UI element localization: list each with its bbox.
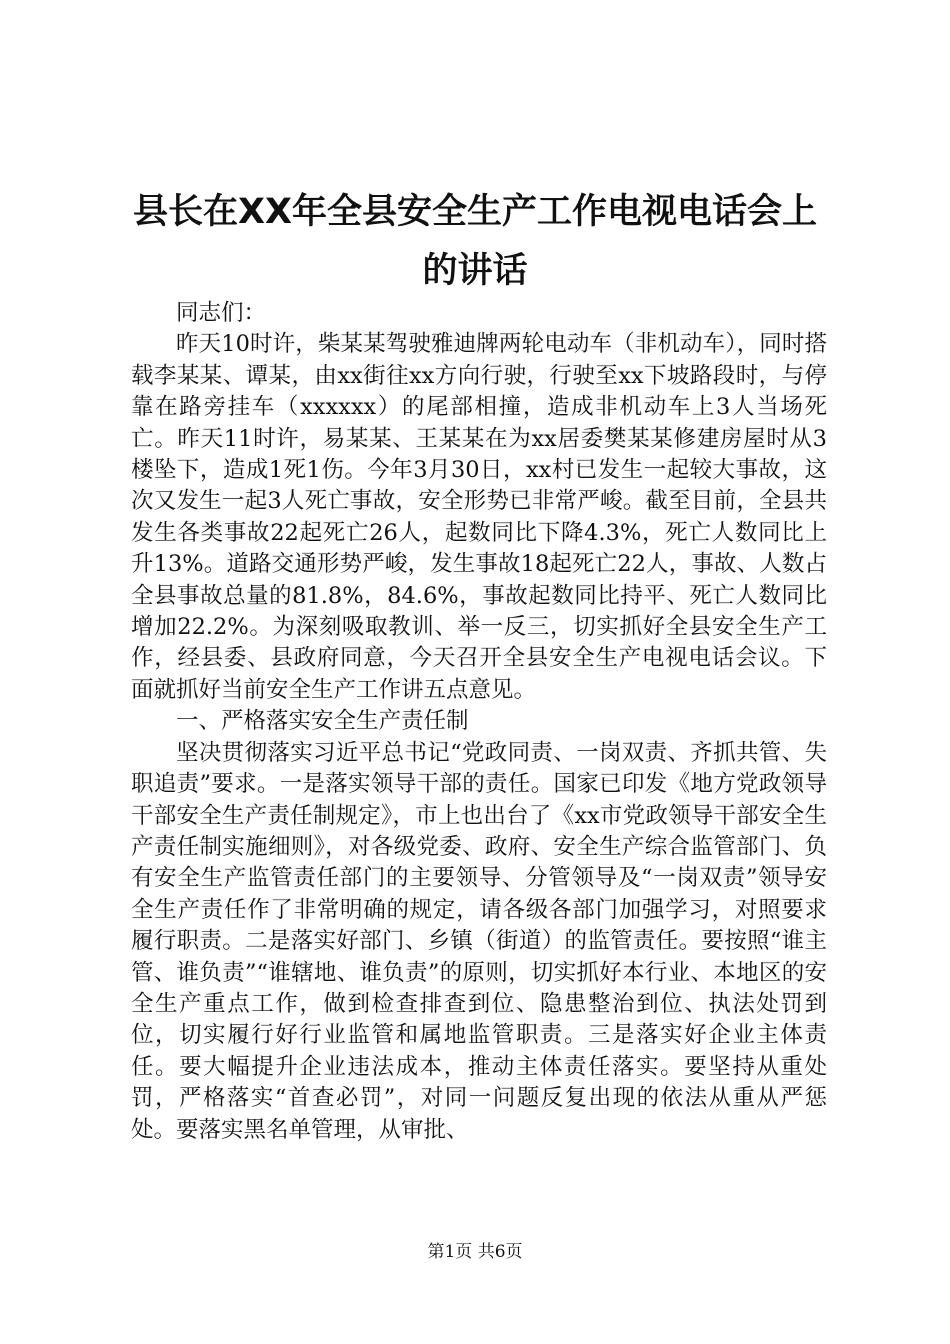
document-title-line-1: 县长在XX年全县安全生产工作电视电话会上 (133, 192, 817, 232)
page-number-footer: 第1页 共6页 (427, 1242, 523, 1262)
salutation: 同志们： (176, 300, 267, 326)
paragraph-2: 坚决贯彻落实习近平总书记“党政同责、一岗双责、齐抓共管、失职追责”要求。一是落实领导干部的责任。国家已印发《地方党政领导干部安全生产责任制规定》，市上也出台了《xx市党政领导干部安全生产责任制实施细则》，对各级党委、政府、安全生产综合监管部门、负有安全生产监管责任部门的主要领导、分管领导及“一岗双责”领导安全生产责任作了非常明确的规定，请各级各部门加强学习，对照要求履行职责。二是落实好部门、乡镇（街道）的监管责任。要按照“谁主管、谁负责”“谁辖地、谁负责”的原则，切实抓好本行业、本地区的安全生产重点工作，做到检查排查到位、隐患整治到位、执法处罚到位，切实履行好行业监管和属地监管职责。三是落实好企业主体责任。要大幅提升企业违法成本，推动主体责任落实。要坚持从重处罚，严格落实“首查必罚”，对同一问题反复出现的依法从重从严惩处。要落实黑名单管理，从审批、 (131, 739, 827, 1143)
paragraph-1: 昨天10时许，柴某某驾驶雅迪牌两轮电动车（非机动车），同时搭载李某某、谭某，由xx街往xx方向行驶，行驶至xx下坡路段时，与停靠在路旁挂车（xxxxxx）的尾部相撞，造成非机动车上3人当场死亡。昨天11时许，易某某、王某某在为xx居委樊某某修建房屋时从3楼坠下，造成1死1伤。今年3月30日，xx村已发生一起较大事故，这次又发生一起3人死亡事故，安全形势已非常严峻。截至目前，全县共发生各类事故22起死亡26人，起数同比下降4.3%，死亡人数同比上升13%。道路交通形势严峻，发生事故18起死亡22人，事故、人数占全县事故总量的81.8%，84.6%，事故起数同比持平、死亡人数同比增加22.2%。为深刻吸取教训、举一反三，切实抓好全县安全生产工作，经县委、县政府同意，今天召开全县安全生产电视电话会议。下面就抓好当前安全生产工作讲五点意见。 (131, 331, 827, 703)
document-body (131, 298, 827, 1146)
section-1-heading: 一、严格落实安全生产责任制 (176, 708, 469, 735)
document-title-line-2: 的讲话 (422, 251, 528, 291)
